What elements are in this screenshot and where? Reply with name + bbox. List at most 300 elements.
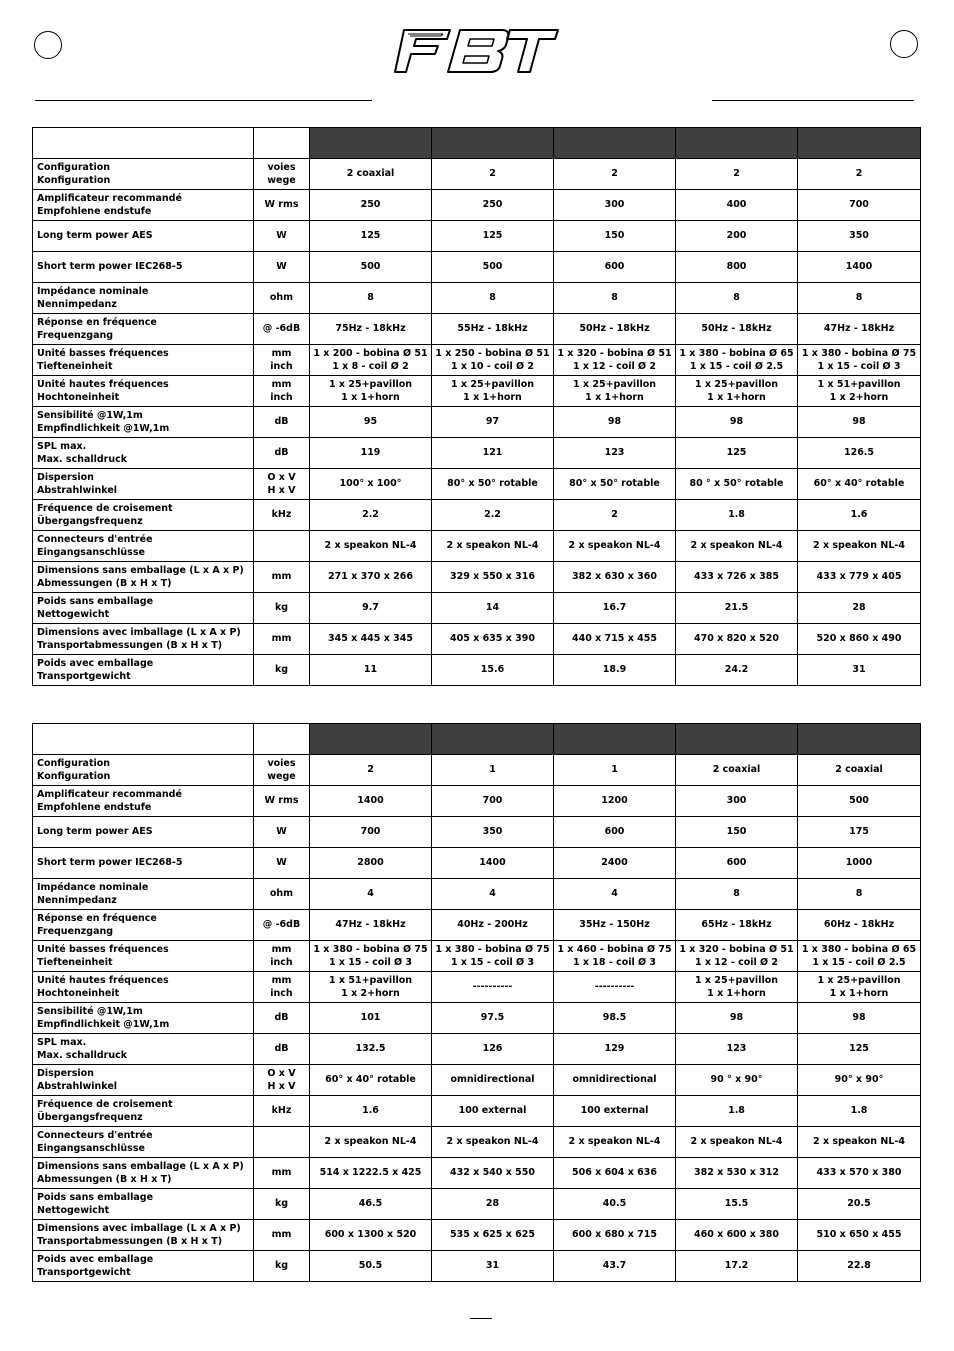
table-row	[33, 848, 921, 879]
value-cell	[798, 500, 921, 531]
parameter-cell	[33, 221, 254, 252]
value-text: 700	[360, 826, 381, 838]
parameter-cell	[33, 755, 254, 786]
value-text: 60° x 40° rotable	[813, 478, 905, 490]
value-text: 2 x speakon NL-4	[324, 540, 417, 552]
unit-label: dB	[274, 1012, 289, 1024]
value-cell	[554, 786, 676, 817]
parameter-label: Transportabmessungen (B x H x T)	[37, 640, 223, 651]
parameter-label: Empfohlene endstufe	[37, 206, 152, 217]
parameter-cell	[33, 562, 254, 593]
value-text: 1 x 15 - coil Ø 3	[817, 361, 901, 372]
value-cell	[310, 910, 432, 941]
parameter-label: Dimensions avec imballage (L x A x P)	[37, 626, 241, 638]
value-cell	[798, 283, 921, 314]
value-cell	[310, 1220, 432, 1251]
value-cell	[554, 407, 676, 438]
unit-label: mm	[271, 943, 292, 955]
value-cell	[554, 593, 676, 624]
value-text: 1 x 25+pavillon	[573, 378, 656, 390]
value-cell	[432, 941, 554, 972]
corner-circle-right-icon	[890, 30, 918, 58]
value-text: 800	[726, 261, 747, 273]
value-cell	[676, 624, 798, 655]
value-cell	[798, 879, 921, 910]
value-text: 1 x 1+horn	[341, 392, 400, 403]
value-cell	[554, 655, 676, 686]
value-text: 600	[604, 261, 625, 273]
value-text: 1 x 25+pavillon	[695, 378, 778, 390]
parameter-label: Unité hautes fréquences	[37, 378, 169, 390]
table-row	[33, 1096, 921, 1127]
table-header-row	[33, 724, 921, 755]
parameter-label: Sensibilité @1W,1m	[37, 409, 143, 421]
unit-label: kHz	[271, 509, 292, 521]
value-cell	[554, 562, 676, 593]
parameter-label: Unité hautes fréquences	[37, 974, 169, 986]
parameter-cell	[33, 655, 254, 686]
value-text: 16.7	[602, 602, 627, 614]
value-cell	[676, 972, 798, 1003]
value-cell	[310, 624, 432, 655]
value-text: 1 x 2+horn	[829, 392, 889, 403]
value-cell	[310, 941, 432, 972]
value-cell	[798, 1003, 921, 1034]
value-text: 2 x speakon NL-4	[813, 540, 905, 552]
value-text: 8	[855, 888, 863, 900]
value-cell	[676, 159, 798, 190]
value-cell	[554, 345, 676, 376]
unit-cell	[254, 1251, 310, 1282]
value-cell	[432, 314, 554, 345]
parameter-label: Poids avec emballage	[37, 1253, 154, 1265]
value-cell	[554, 314, 676, 345]
value-cell	[310, 1127, 432, 1158]
unit-label: mm	[271, 571, 292, 583]
value-cell	[676, 848, 798, 879]
parameter-cell	[33, 252, 254, 283]
value-text: 80° x 50° rotable	[569, 478, 660, 490]
value-cell	[798, 817, 921, 848]
table-row	[33, 941, 921, 972]
value-cell	[554, 1065, 676, 1096]
spec-table-1	[32, 127, 921, 686]
value-text: omnidirectional	[572, 1074, 657, 1086]
value-text: 600	[726, 857, 747, 869]
unit-cell	[254, 407, 310, 438]
parameter-cell	[33, 1065, 254, 1096]
value-cell	[798, 345, 921, 376]
value-cell	[310, 655, 432, 686]
value-text: 2 coaxial	[346, 168, 395, 180]
parameter-label: Nennimpedanz	[37, 895, 117, 906]
parameter-cell	[33, 879, 254, 910]
value-cell	[798, 1251, 921, 1282]
value-text: 405 x 635 x 390	[450, 633, 535, 645]
value-text: 15.5	[724, 1198, 749, 1210]
value-text: 35Hz - 150Hz	[579, 919, 650, 931]
value-text: 433 x 726 x 385	[694, 571, 779, 583]
table-row	[33, 1189, 921, 1220]
value-text: 250	[482, 199, 503, 211]
value-text: 1 x 15 - coil Ø 2.5	[812, 957, 906, 968]
value-cell	[676, 376, 798, 407]
parameter-label: Hochtoneinheit	[37, 392, 120, 403]
value-text: 510 x 650 x 455	[816, 1229, 902, 1241]
value-cell	[676, 941, 798, 972]
value-cell	[310, 407, 432, 438]
value-text: 1 x 18 - coil Ø 3	[572, 957, 657, 968]
value-cell	[432, 469, 554, 500]
unit-cell	[254, 283, 310, 314]
value-text: 15.6	[480, 664, 505, 676]
parameter-label: Dispersion	[37, 1067, 94, 1079]
value-cell	[310, 817, 432, 848]
value-text: 98	[729, 1012, 744, 1024]
value-cell	[798, 1220, 921, 1251]
unit-cell	[254, 1096, 310, 1127]
value-cell	[432, 562, 554, 593]
value-cell	[798, 848, 921, 879]
unit-label: kg	[274, 602, 289, 614]
value-text: 2 x speakon NL-4	[690, 1136, 783, 1148]
parameter-label: Frequenzgang	[37, 926, 114, 937]
value-cell	[310, 786, 432, 817]
value-text: 1	[489, 764, 496, 776]
parameter-cell	[33, 469, 254, 500]
parameter-label: Übergangsfrequenz	[37, 516, 143, 527]
value-cell	[432, 1220, 554, 1251]
header-param-cell	[33, 128, 254, 159]
unit-cell	[254, 1220, 310, 1251]
value-text: 4	[367, 888, 374, 900]
value-text: ----------	[472, 981, 513, 993]
value-cell	[432, 755, 554, 786]
parameter-label: Abmessungen (B x H x T)	[37, 1174, 172, 1185]
value-cell	[310, 1189, 432, 1220]
value-text: 125	[726, 447, 747, 459]
unit-cell	[254, 1158, 310, 1189]
value-cell	[676, 1251, 798, 1282]
parameter-cell	[33, 941, 254, 972]
value-text: 500	[849, 795, 869, 807]
value-cell	[432, 1127, 554, 1158]
value-text: 1 x 380 - bobina Ø 75	[313, 943, 428, 955]
table-row	[33, 755, 921, 786]
parameter-label: Übergangsfrequenz	[37, 1112, 143, 1123]
value-text: 80 ° x 50° rotable	[689, 478, 784, 490]
unit-cell	[254, 624, 310, 655]
parameter-cell	[33, 1096, 254, 1127]
value-text: 440 x 715 x 455	[572, 633, 657, 645]
value-text: 433 x 779 x 405	[816, 571, 902, 583]
value-text: 1 x 460 - bobina Ø 75	[557, 943, 672, 955]
value-text: 329 x 550 x 316	[450, 571, 535, 583]
value-cell	[310, 159, 432, 190]
parameter-label: Transportabmessungen (B x H x T)	[37, 1236, 223, 1247]
value-cell	[798, 252, 921, 283]
parameter-label: Max. schalldruck	[37, 454, 128, 465]
value-text: 4	[611, 888, 618, 900]
value-cell	[432, 655, 554, 686]
value-text: 1 x 1+horn	[829, 988, 889, 999]
value-text: 2 x speakon NL-4	[324, 1136, 417, 1148]
value-cell	[676, 190, 798, 221]
unit-label: H x V	[267, 1081, 296, 1092]
value-text: 60Hz - 18kHz	[823, 919, 895, 931]
unit-label: inch	[270, 988, 293, 999]
page-number-mark	[470, 1318, 492, 1319]
parameter-label: Impédance nominale	[37, 285, 149, 297]
parameter-label: Amplificateur recommandé	[37, 788, 182, 800]
parameter-cell	[33, 190, 254, 221]
value-cell	[310, 562, 432, 593]
value-cell	[676, 407, 798, 438]
table-row	[33, 1251, 921, 1282]
parameter-label: Abmessungen (B x H x T)	[37, 578, 172, 589]
parameter-label: Short term power IEC268-5	[37, 261, 183, 273]
table-row	[33, 1034, 921, 1065]
unit-label: inch	[270, 392, 293, 403]
parameter-cell	[33, 1158, 254, 1189]
value-cell	[798, 314, 921, 345]
value-cell	[798, 755, 921, 786]
value-cell	[432, 817, 554, 848]
value-cell	[676, 345, 798, 376]
value-text: 18.9	[602, 664, 627, 676]
value-text: 1000	[845, 857, 873, 869]
unit-label: kg	[274, 664, 289, 676]
value-text: 1 x 380 - bobina Ø 75	[435, 943, 550, 955]
value-text: 40.5	[602, 1198, 627, 1210]
value-text: 150	[604, 230, 625, 242]
value-cell	[432, 500, 554, 531]
unit-cell	[254, 1003, 310, 1034]
unit-label: W	[276, 857, 287, 869]
table-row	[33, 283, 921, 314]
unit-label: kg	[274, 1260, 289, 1272]
model-header-cell	[798, 724, 921, 755]
value-cell	[554, 1220, 676, 1251]
value-cell	[798, 531, 921, 562]
value-text: 1.8	[728, 509, 745, 521]
value-cell	[310, 1096, 432, 1127]
header-unit-cell	[254, 724, 310, 755]
value-text: 47Hz - 18kHz	[335, 919, 406, 931]
model-header-cell	[676, 128, 798, 159]
model-header-cell	[310, 724, 432, 755]
unit-cell	[254, 1034, 310, 1065]
value-text: 1.6	[850, 509, 868, 521]
value-text: 123	[726, 1043, 747, 1055]
value-cell	[432, 1251, 554, 1282]
value-cell	[432, 159, 554, 190]
unit-cell	[254, 879, 310, 910]
value-text: 98	[607, 416, 622, 428]
value-text: 1 x 25+pavillon	[329, 378, 412, 390]
unit-label: wege	[267, 771, 296, 782]
value-cell	[310, 1158, 432, 1189]
unit-label: kg	[274, 1198, 289, 1210]
value-cell	[554, 1096, 676, 1127]
value-text: 31	[852, 664, 866, 676]
value-cell	[432, 848, 554, 879]
value-text: 28	[852, 602, 866, 614]
unit-label: ohm	[269, 888, 294, 900]
value-cell	[554, 941, 676, 972]
value-cell	[798, 972, 921, 1003]
unit-cell	[254, 252, 310, 283]
unit-label: mm	[271, 1229, 292, 1241]
value-text: 382 x 530 x 312	[694, 1167, 779, 1179]
parameter-label: Configuration	[37, 757, 111, 769]
parameter-label: Impédance nominale	[37, 881, 149, 893]
value-text: 2 x speakon NL-4	[446, 540, 539, 552]
value-text: 2	[489, 168, 496, 180]
value-text: 1 x 320 - bobina Ø 51	[557, 347, 672, 359]
value-text: 1 x 15 - coil Ø 3	[328, 957, 413, 968]
parameter-label: Connecteurs d'entrée	[37, 1129, 153, 1141]
value-text: 1 x 12 - coil Ø 2	[572, 361, 657, 372]
value-cell	[432, 972, 554, 1003]
value-text: 432 x 540 x 550	[450, 1167, 535, 1179]
value-text: 101	[360, 1012, 381, 1024]
value-text: 271 x 370 x 266	[328, 571, 413, 583]
value-cell	[676, 655, 798, 686]
value-cell	[310, 283, 432, 314]
value-text: 350	[849, 230, 869, 242]
parameter-cell	[33, 1003, 254, 1034]
value-text: 520 x 860 x 490	[816, 633, 902, 645]
value-cell	[798, 1096, 921, 1127]
value-cell	[310, 531, 432, 562]
value-cell	[798, 1158, 921, 1189]
unit-label: mm	[271, 378, 292, 390]
model-header-cell	[798, 128, 921, 159]
unit-label: mm	[271, 633, 292, 645]
value-cell	[676, 500, 798, 531]
value-cell	[554, 1003, 676, 1034]
unit-label: W rms	[264, 795, 299, 807]
parameter-cell	[33, 1189, 254, 1220]
value-cell	[432, 1158, 554, 1189]
table-row	[33, 407, 921, 438]
value-cell	[432, 786, 554, 817]
value-cell	[798, 438, 921, 469]
value-cell	[432, 407, 554, 438]
parameter-cell	[33, 1034, 254, 1065]
value-cell	[676, 221, 798, 252]
value-cell	[554, 972, 676, 1003]
value-cell	[310, 469, 432, 500]
value-cell	[432, 1034, 554, 1065]
value-text: 8	[367, 292, 374, 304]
value-text: 1 x 25+pavillon	[695, 974, 778, 986]
value-text: 2.2	[484, 509, 501, 521]
table-row	[33, 500, 921, 531]
parameter-label: Poids avec emballage	[37, 657, 154, 669]
value-text: 1 x 1+horn	[585, 392, 644, 403]
value-text: 50.5	[358, 1260, 383, 1272]
value-cell	[554, 376, 676, 407]
value-text: 1 x 380 - bobina Ø 65	[679, 347, 794, 359]
value-cell	[676, 593, 798, 624]
unit-cell	[254, 1065, 310, 1096]
parameter-label: Abstrahlwinkel	[37, 485, 118, 496]
value-cell	[798, 1127, 921, 1158]
value-text: 1 x 1+horn	[707, 988, 766, 999]
value-text: 433 x 570 x 380	[816, 1167, 902, 1179]
value-text: 126.5	[843, 447, 875, 459]
parameter-label: Dimensions sans emballage (L x A x P)	[37, 1160, 244, 1172]
value-cell	[676, 879, 798, 910]
parameter-label: Tiefteneinheit	[37, 957, 113, 968]
value-text: 1 x 200 - bobina Ø 51	[313, 347, 428, 359]
value-text: 2	[367, 764, 374, 776]
value-cell	[676, 1003, 798, 1034]
value-cell	[676, 1158, 798, 1189]
value-text: 100° x 100°	[339, 478, 402, 490]
value-cell	[432, 345, 554, 376]
value-cell	[310, 252, 432, 283]
value-text: 2.2	[362, 509, 379, 521]
value-cell	[432, 531, 554, 562]
unit-label: voies	[267, 757, 296, 769]
table-row	[33, 376, 921, 407]
value-text: 97.5	[480, 1012, 505, 1024]
value-cell	[432, 283, 554, 314]
value-text: 345 x 445 x 345	[328, 633, 413, 645]
value-text: 200	[726, 230, 747, 242]
value-text: 150	[726, 826, 747, 838]
model-header-cell	[676, 724, 798, 755]
value-text: 1 x 25+pavillon	[451, 378, 534, 390]
table-row	[33, 314, 921, 345]
unit-cell	[254, 159, 310, 190]
value-text: 40Hz - 200Hz	[457, 919, 528, 931]
parameter-label: Tiefteneinheit	[37, 361, 113, 372]
value-text: 514 x 1222.5 x 425	[319, 1167, 422, 1179]
value-text: 125	[360, 230, 381, 242]
value-text: 1 x 15 - coil Ø 3	[450, 957, 535, 968]
value-text: 382 x 630 x 360	[572, 571, 657, 583]
value-text: 1400	[357, 795, 384, 807]
value-text: 21.5	[724, 602, 749, 614]
value-cell	[676, 1096, 798, 1127]
value-cell	[310, 376, 432, 407]
value-text: 1.8	[850, 1105, 868, 1117]
unit-label: wege	[267, 175, 296, 186]
value-cell	[432, 1096, 554, 1127]
parameter-label: Réponse en fréquence	[37, 912, 157, 924]
table-row	[33, 593, 921, 624]
value-cell	[676, 562, 798, 593]
value-cell	[798, 469, 921, 500]
value-cell	[554, 1189, 676, 1220]
model-header-cell	[432, 128, 554, 159]
value-text: 350	[482, 826, 503, 838]
value-cell	[798, 1189, 921, 1220]
value-cell	[432, 910, 554, 941]
unit-label: @ -6dB	[262, 323, 301, 335]
value-text: 132.5	[355, 1043, 386, 1055]
value-cell	[676, 252, 798, 283]
parameter-cell	[33, 910, 254, 941]
unit-label: W	[276, 230, 287, 242]
value-text: 50Hz - 18kHz	[579, 323, 650, 335]
value-text: 8	[733, 292, 740, 304]
value-cell	[676, 1189, 798, 1220]
